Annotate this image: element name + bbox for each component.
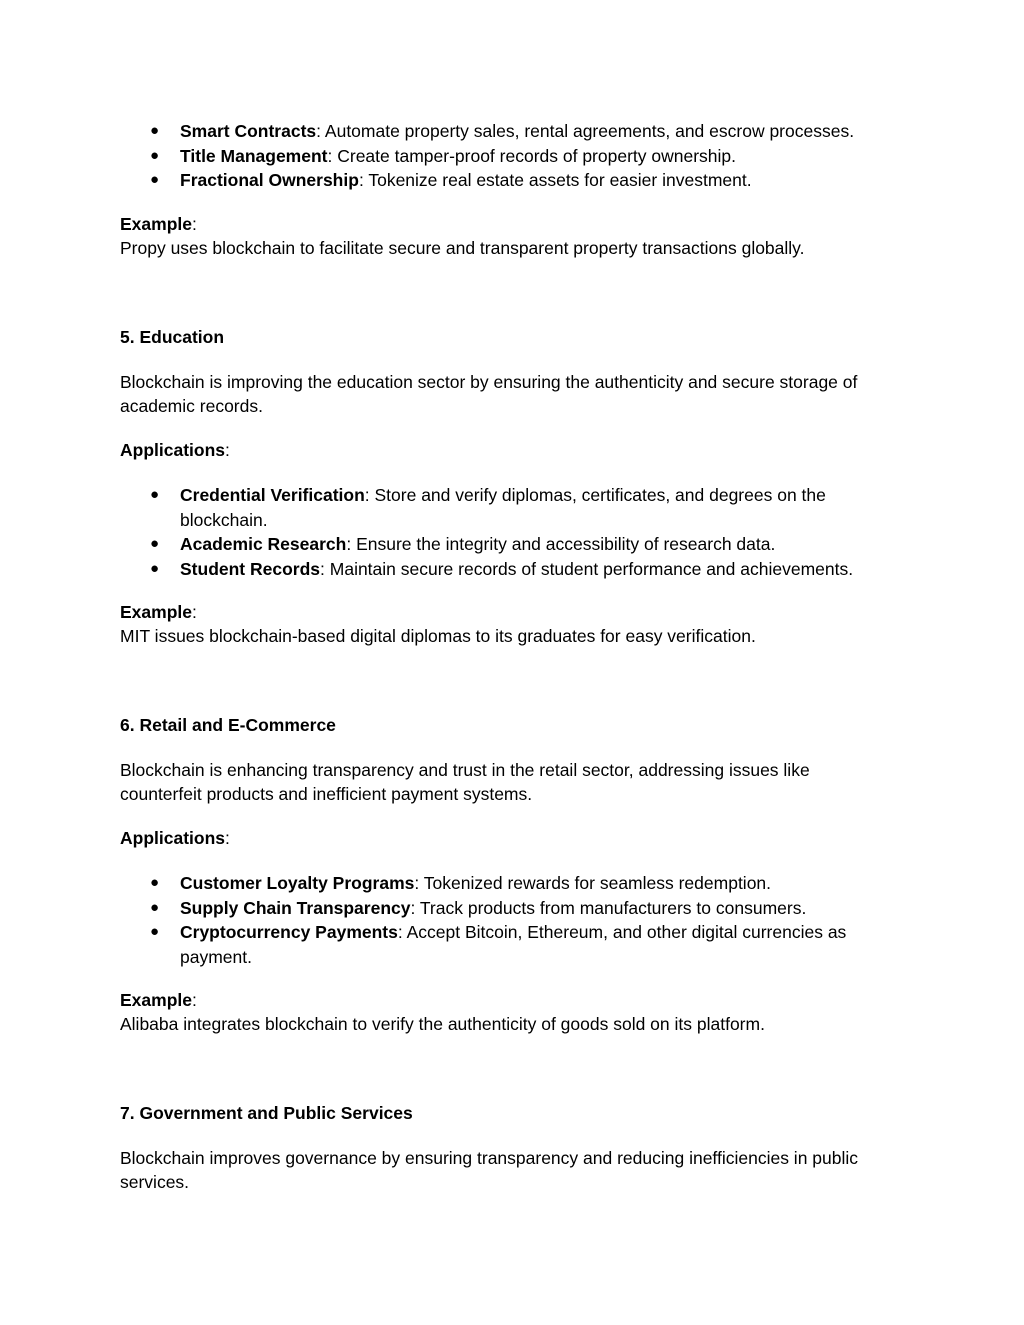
bullet-icon: ● [150,535,160,552]
list-item: ● Credential Verification: Store and verify diplomas, certificates, and degrees on the blockchain. [150,485,826,530]
list-item: ● Academic Research: Ensure the integrity and accessibility of research data. [120,532,910,557]
retail-example-text: Alibaba integrates blockchain to verify the authenticity of goods sold on its platform. [120,1014,765,1034]
real-estate-applications-list [120,119,910,193]
education-intro-line1: Blockchain is improving the education sector by ensuring the authenticity and secure storage of [120,372,858,392]
education-applications-label: Applications: [120,440,230,460]
education-example-label: Example: [120,602,197,622]
real-estate-example-label: Example: [120,214,197,234]
education-heading: 5. Education [120,327,225,347]
bullet-icon: ● [150,898,160,916]
list-item: ● Fractional Ownership: Tokenize real estate assets for easier investment. [120,168,910,193]
bullet-icon: ● [150,874,160,891]
government-heading: 7. Government and Public Services [120,1103,413,1123]
retail-heading: 6. Retail and E-Commerce [120,715,336,735]
retail-example-label: Example: [120,990,197,1010]
education-intro-line2: academic records. [120,396,263,416]
bullet-icon: ● [150,171,160,188]
retail-intro-line2: counterfeit products and inefficient payment systems. [120,784,533,804]
education-applications-list [120,483,910,581]
bullet-icon: ● [150,559,160,577]
list-item: ● Student Records: Maintain secure records of student performance and achievements. [120,557,910,582]
government-intro-line1: Blockchain improves governance by ensuring transparency and reducing inefficiencies in public [120,1148,859,1168]
government-intro-line2: services. [120,1172,190,1192]
retail-applications-label: Applications: [120,828,230,848]
list-item: ● Cryptocurrency Payments: Accept Bitcoin, Ethereum, and other digital currencies as payment. [150,922,847,967]
bullet-icon: ● [150,122,160,139]
list-item: ● Title Management: Create tamper-proof records of property ownership. [120,144,910,169]
education-example-text: MIT issues blockchain-based digital diplomas to its graduates for easy verification. [120,626,756,646]
list-item: ● Customer Loyalty Programs: Tokenized rewards for seamless redemption. [120,871,910,896]
bullet-icon: ● [150,146,160,164]
real-estate-example-text: Propy uses blockchain to facilitate secure and transparent property transactions globally. [120,238,805,258]
list-item: ● Supply Chain Transparency: Track products from manufacturers to consumers. [120,896,910,921]
list-item: ● Smart Contracts: Automate property sales, rental agreements, and escrow processes. [120,119,910,144]
bullet-icon: ● [150,486,160,503]
retail-intro-line1: Blockchain is enhancing transparency and trust in the retail sector, addressing issues like [120,760,810,780]
retail-applications-list [120,871,910,969]
bullet-icon: ● [150,923,160,940]
